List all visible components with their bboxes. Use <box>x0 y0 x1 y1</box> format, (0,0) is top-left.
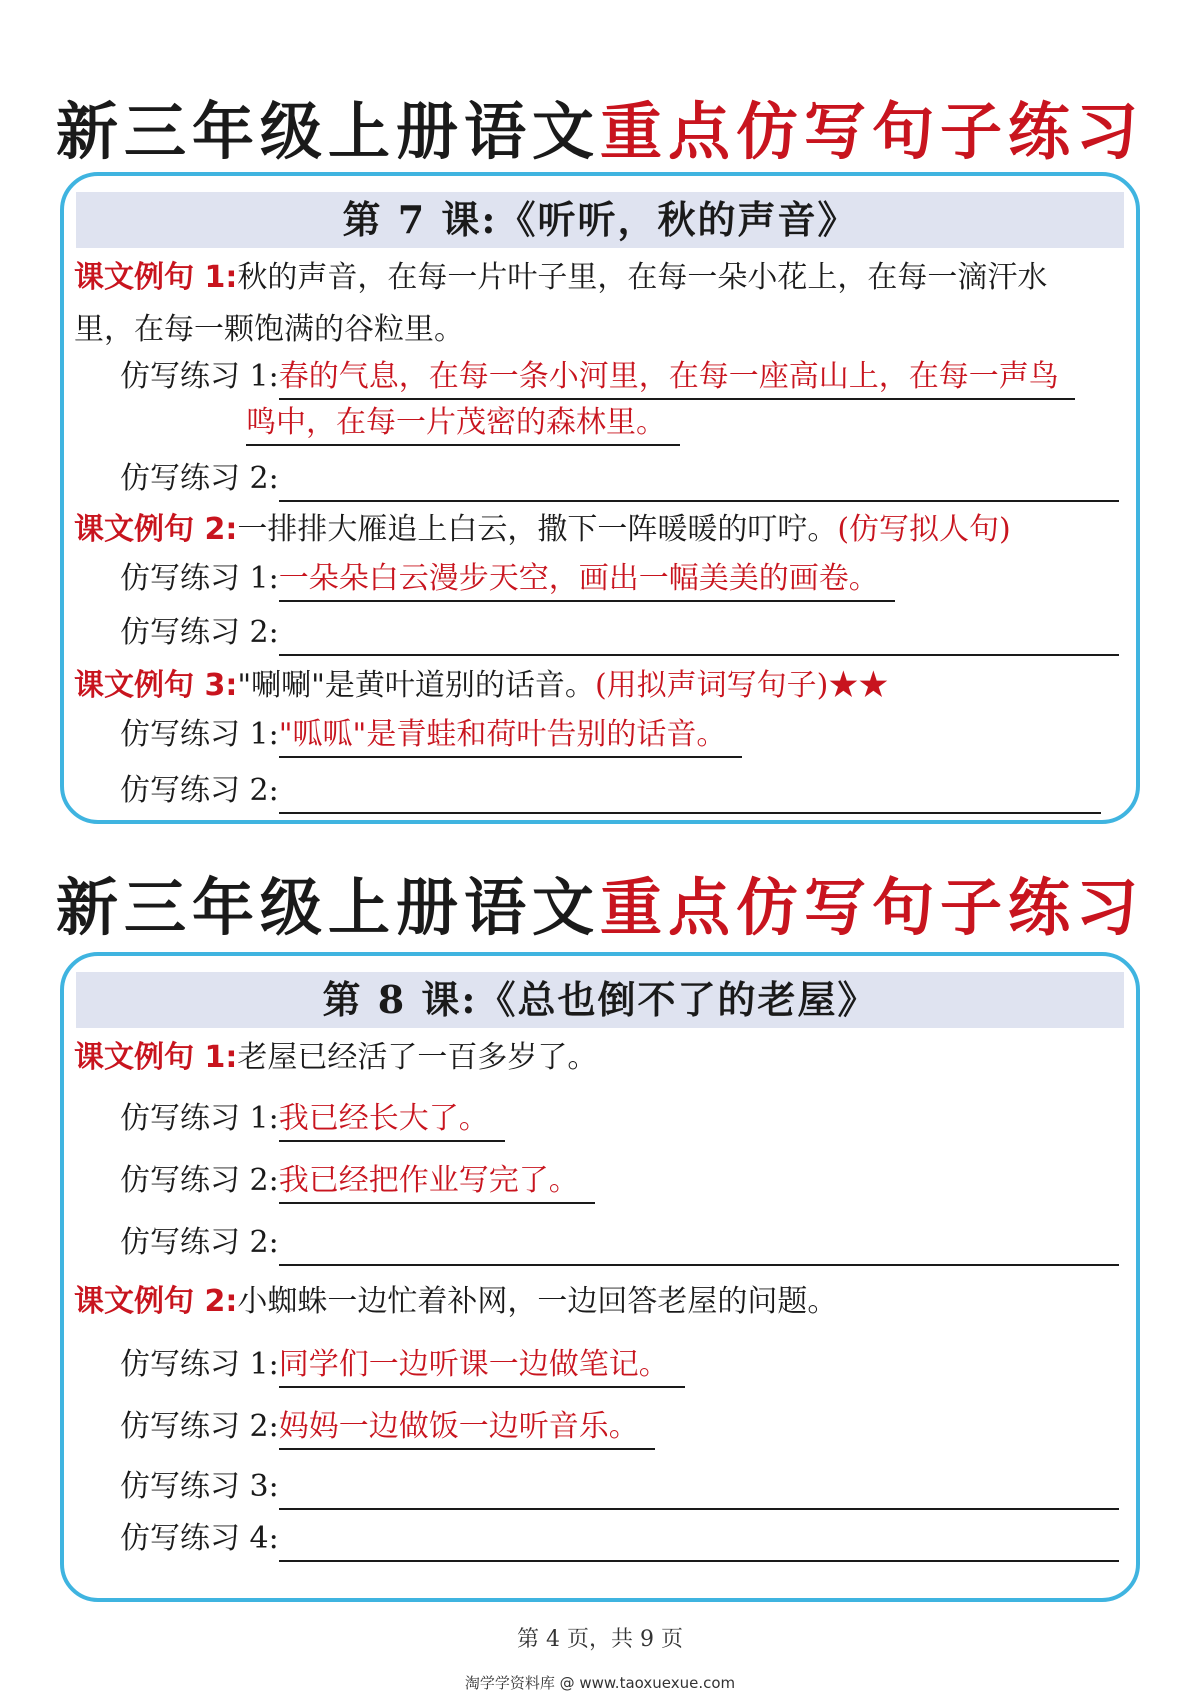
example-note: (用拟声词写句子)★★ <box>594 668 889 703</box>
practice-label: 仿写练习 1: <box>120 1347 279 1382</box>
practice-label: 仿写练习 1: <box>120 1101 279 1136</box>
example-note: (仿写拟人句) <box>837 512 1011 547</box>
practice-2 <box>120 768 1101 814</box>
practice-1 <box>120 1096 505 1142</box>
source-credit: 淘学学资料库 @ www.taoxuexue.com <box>464 1674 736 1692</box>
practice-answer: 我已经把作业写完了。 <box>279 1160 595 1204</box>
answer-blank-line[interactable] <box>279 1524 1119 1562</box>
second-page-title <box>0 858 1200 947</box>
lesson-8-header: 第 8 课:《总也倒不了的老屋》 <box>76 972 1124 1028</box>
practice-answer: 同学们一边听课一边做笔记。 <box>279 1344 685 1388</box>
practice-2 <box>120 456 1119 502</box>
example-sentence-1 <box>74 1032 597 1084</box>
practice-answer: 春的气息，在每一条小河里，在每一座高山上，在每一声鸟 <box>279 356 1075 400</box>
example-text: "唰唰"是黄叶道别的话音。 <box>237 668 595 703</box>
example-text: 老屋已经活了一百多岁了。 <box>237 1040 598 1075</box>
answer-blank-line[interactable] <box>279 464 1119 502</box>
practice-label: 仿写练习 1: <box>120 359 279 394</box>
practice-answer: 一朵朵白云漫步天空，画出一幅美美的画卷。 <box>279 558 895 602</box>
practice-1 <box>120 354 1075 400</box>
answer-blank-line[interactable] <box>279 618 1119 656</box>
example-label: 课文例句 2: <box>74 512 238 547</box>
answer-blank-line[interactable] <box>279 776 1101 814</box>
example-label: 课文例句 1: <box>74 1040 238 1075</box>
lesson-7-header: 第 7 课:《听听，秋的声音》 <box>76 192 1124 248</box>
lesson-7-card <box>60 172 1140 824</box>
example-sentence-2 <box>74 504 1011 556</box>
practice-2 <box>120 610 1119 656</box>
example-label: 课文例句 1: <box>74 260 238 295</box>
practice-label: 仿写练习 2: <box>120 461 279 496</box>
example-label: 课文例句 3: <box>74 668 238 703</box>
lesson-8-card <box>60 952 1140 1602</box>
practice-label: 仿写练习 4: <box>120 1521 279 1556</box>
practice-label: 仿写练习 2: <box>120 1409 279 1444</box>
practice-4 <box>120 1516 1119 1562</box>
example-text: 小蜘蛛一边忙着补网，一边回答老屋的问题。 <box>237 1284 838 1319</box>
example-sentence-3 <box>74 660 888 712</box>
title-black-part: 新三年级上册语文 <box>55 871 600 944</box>
practice-label: 仿写练习 1: <box>120 561 279 596</box>
page-title <box>0 82 1200 171</box>
practice-label: 仿写练习 2: <box>120 773 279 808</box>
title-red-part: 重点仿写句子练习 <box>600 871 1145 944</box>
practice-answer: "呱呱"是青蛙和荷叶告别的话音。 <box>279 714 743 758</box>
practice-3 <box>120 1220 1119 1266</box>
practice-label: 仿写练习 2: <box>120 615 279 650</box>
example-sentence-2 <box>74 1276 837 1328</box>
title-red-part: 重点仿写句子练习 <box>600 95 1145 168</box>
example-text: 一排排大雁追上白云，撒下一阵暖暖的叮咛。 <box>237 512 838 547</box>
practice-answer: 妈妈一边做饭一边听音乐。 <box>279 1406 655 1450</box>
practice-3 <box>120 1464 1119 1510</box>
practice-answer: 我已经长大了。 <box>279 1098 505 1142</box>
example-sentence-1-continued: 里，在每一颗饱满的谷粒里。 <box>74 312 464 347</box>
practice-1 <box>120 556 895 602</box>
page-number: 第 4 页，共 9 页 <box>517 1627 683 1652</box>
example-label: 课文例句 2: <box>74 1284 238 1319</box>
practice-label: 仿写练习 2: <box>120 1225 279 1260</box>
practice-answer-continued: 鸣中，在每一片茂密的森林里。 <box>246 402 680 446</box>
practice-1 <box>120 1342 685 1388</box>
example-sentence-1 <box>74 252 1047 304</box>
practice-label: 仿写练习 1: <box>120 717 279 752</box>
answer-blank-line[interactable] <box>279 1228 1119 1266</box>
practice-2 <box>120 1158 595 1204</box>
practice-label: 仿写练习 3: <box>120 1469 279 1504</box>
example-text: 秋的声音，在每一片叶子里，在每一朵小花上，在每一滴汗水 <box>237 260 1048 295</box>
title-black-part: 新三年级上册语文 <box>55 95 600 168</box>
answer-blank-line[interactable] <box>279 1472 1119 1510</box>
practice-label: 仿写练习 2: <box>120 1163 279 1198</box>
practice-1 <box>120 712 742 758</box>
practice-2 <box>120 1404 655 1450</box>
